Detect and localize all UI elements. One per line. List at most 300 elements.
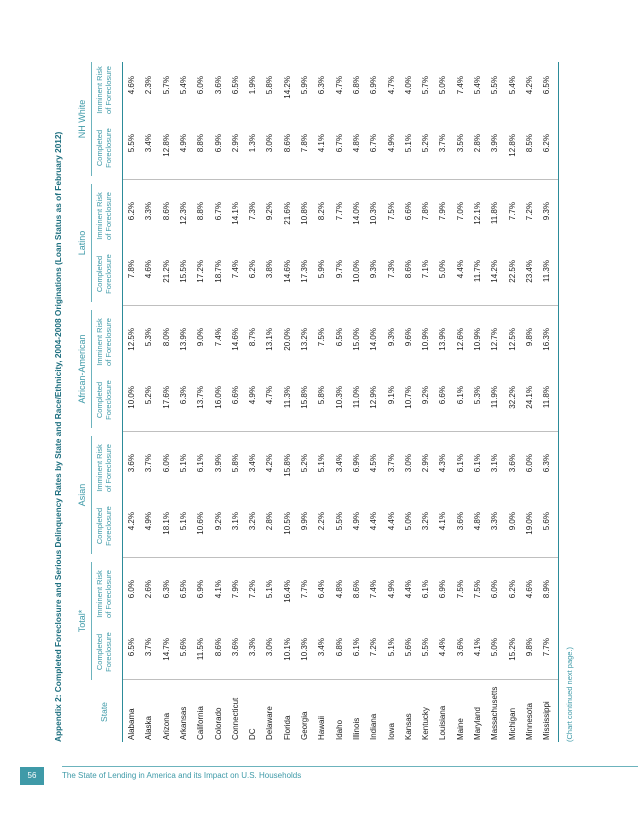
state-name: Alabama — [127, 708, 136, 740]
rate-cell: 4.4% — [369, 512, 379, 531]
rate-cell: 3.4% — [317, 638, 327, 657]
rate-cell: 7.2% — [369, 638, 379, 657]
rate-cell: 9.7% — [334, 260, 344, 279]
table-row — [367, 62, 381, 742]
rate-cell: 6.1% — [455, 386, 465, 405]
rate-cell: 18.1% — [161, 512, 171, 535]
rate-cell: 14.0% — [369, 328, 379, 351]
state-name: DC — [248, 728, 258, 740]
rate-cell: 4.1% — [473, 638, 482, 657]
rate-cell: 6.6% — [438, 386, 448, 405]
rate-cell: 5.6% — [542, 512, 552, 531]
rate-cell: 19.0% — [524, 512, 534, 535]
subheader-completed: Completed Foreclosure — [95, 506, 113, 546]
table-row — [177, 62, 191, 742]
rate-cell: 9.0% — [507, 512, 517, 531]
rate-cell: 4.8% — [351, 134, 361, 153]
state-name: Arizona — [161, 712, 171, 740]
rate-cell: 4.5% — [369, 454, 379, 473]
rate-cell: 10.8% — [300, 202, 309, 225]
rate-cell: 7.1% — [421, 260, 431, 279]
rate-cell: 4.9% — [178, 134, 188, 153]
rate-cell: 11.8% — [542, 386, 552, 409]
rate-cell: 23.4% — [524, 260, 534, 283]
rate-cell: 6.7% — [369, 134, 379, 153]
table-row — [333, 62, 347, 742]
rate-cell: 5.5% — [334, 512, 344, 531]
rate-cell: 14.2% — [490, 260, 500, 283]
rate-cell: 6.2% — [248, 260, 258, 279]
rate-cell: 10.5% — [282, 512, 292, 535]
rate-cell: 8.5% — [524, 134, 534, 153]
rate-cell: 8.6% — [161, 202, 171, 221]
rate-cell: 20.0% — [282, 328, 292, 351]
rate-cell: 4.4% — [403, 580, 413, 599]
state-name: Massachusetts — [490, 686, 500, 740]
rate-cell: 5.8% — [317, 386, 327, 405]
rate-cell: 8.6% — [403, 260, 413, 279]
subheader-imminent: Imminent Risk of Foreclosure — [95, 192, 113, 240]
rate-cell: 5.6% — [178, 638, 188, 657]
rate-cell: 3.8% — [265, 260, 275, 279]
rate-cell: 6.5% — [230, 76, 240, 95]
rate-cell: 6.0% — [524, 454, 534, 473]
rate-cell: 9.8% — [524, 638, 534, 657]
rate-cell: 3.6% — [455, 512, 465, 531]
rate-cell: 7.8% — [300, 134, 309, 153]
rate-cell: 7.5% — [317, 328, 327, 347]
rate-cell: 8.8% — [196, 202, 206, 221]
rate-cell: 2.8% — [265, 512, 275, 531]
table-row — [229, 62, 243, 742]
rate-cell: 7.7% — [542, 638, 552, 657]
rate-cell: 4.0% — [403, 76, 413, 95]
rate-cell: 6.9% — [438, 580, 448, 599]
state-name: Kansas — [403, 713, 413, 740]
state-name: Mississippi — [542, 701, 552, 740]
rate-cell: 3.6% — [213, 76, 223, 95]
rate-cell: 7.7% — [334, 202, 344, 221]
rate-cell: 6.7% — [213, 202, 223, 221]
state-name: Maryland — [473, 707, 482, 740]
rate-cell: 6.8% — [351, 76, 361, 95]
rate-cell: 9.0% — [196, 328, 206, 347]
rate-cell: 9.3% — [369, 260, 379, 279]
rate-cell: 3.4% — [334, 454, 344, 473]
rate-cell: 6.1% — [421, 580, 431, 599]
rate-cell: 10.0% — [127, 386, 136, 409]
rate-cell: 7.0% — [455, 202, 465, 221]
rate-cell: 3.4% — [144, 134, 154, 153]
rate-cell: 12.3% — [178, 202, 188, 225]
rate-cell: 5.7% — [161, 76, 171, 95]
table-row — [160, 62, 174, 742]
rate-cell: 4.9% — [351, 512, 361, 531]
rate-cell: 3.7% — [386, 454, 396, 473]
rate-cell: 5.8% — [265, 76, 275, 95]
table-row — [540, 62, 554, 742]
rate-cell: 2.2% — [317, 512, 327, 531]
footer-title: The State of Lending in America and its Impact on U.S. Households — [62, 771, 302, 780]
state-name: Arkansas — [178, 706, 188, 740]
rate-cell: 7.8% — [127, 260, 136, 279]
rate-cell: 5.2% — [300, 454, 309, 473]
rate-cell: 7.4% — [213, 328, 223, 347]
rate-cell: 3.1% — [230, 512, 240, 531]
rate-cell: 5.2% — [144, 386, 154, 405]
rate-cell: 14.2% — [282, 76, 292, 99]
state-name: California — [196, 706, 206, 740]
rate-cell: 6.4% — [317, 580, 327, 599]
rate-cell: 6.8% — [334, 638, 344, 657]
rate-cell: 4.9% — [386, 580, 396, 599]
rate-cell: 6.3% — [317, 76, 327, 95]
rate-cell: 4.6% — [144, 260, 154, 279]
rate-cell: 16.3% — [542, 328, 552, 351]
rate-cell: 11.7% — [473, 260, 482, 283]
continued-note: (Chart continued next page.) — [565, 646, 574, 742]
rate-cell: 2.9% — [421, 454, 431, 473]
rate-cell: 2.8% — [473, 134, 482, 153]
rate-cell: 6.9% — [351, 454, 361, 473]
rate-cell: 6.2% — [507, 580, 517, 599]
rotated-table-area — [51, 50, 611, 750]
rate-cell: 8.6% — [213, 638, 223, 657]
rate-cell: 6.6% — [230, 386, 240, 405]
rate-cell: 4.6% — [524, 580, 534, 599]
rate-cell: 4.7% — [334, 76, 344, 95]
rate-cell: 6.3% — [542, 454, 552, 473]
rate-cell: 5.5% — [127, 134, 136, 153]
state-name: Minnesota — [524, 703, 534, 740]
rate-cell: 6.9% — [196, 580, 206, 599]
state-name: Hawaii — [317, 715, 327, 740]
rate-cell: 11.9% — [490, 386, 500, 409]
state-name: Louisiana — [438, 705, 448, 740]
rate-cell: 16.4% — [282, 580, 292, 603]
rate-cell: 10.6% — [196, 512, 206, 535]
rate-cell: 4.8% — [473, 512, 482, 531]
rate-cell: 10.7% — [403, 386, 413, 409]
rate-cell: 3.1% — [490, 454, 500, 473]
rate-cell: 4.6% — [127, 76, 136, 95]
rate-cell: 4.4% — [455, 260, 465, 279]
rate-cell: 3.9% — [213, 454, 223, 473]
table-bottom-rule — [558, 62, 559, 742]
rate-cell: 5.9% — [317, 260, 327, 279]
rate-cell: 5.1% — [178, 512, 188, 531]
table-row — [471, 62, 485, 742]
rate-cell: 5.6% — [403, 638, 413, 657]
rate-cell: 11.0% — [351, 386, 361, 409]
rate-cell: 4.9% — [144, 512, 154, 531]
subheader-completed: Completed Foreclosure — [95, 128, 113, 168]
rate-cell: 14.7% — [161, 638, 171, 661]
rate-cell: 7.3% — [248, 202, 258, 221]
rate-cell: 3.3% — [490, 512, 500, 531]
rate-cell: 9.9% — [300, 512, 309, 531]
table-row — [263, 62, 277, 742]
rate-cell: 5.1% — [386, 638, 396, 657]
rate-cell: 4.1% — [213, 580, 223, 599]
rate-cell: 8.2% — [317, 202, 327, 221]
rate-cell: 7.7% — [300, 580, 309, 599]
rate-cell: 4.9% — [386, 134, 396, 153]
rate-cell: 13.9% — [178, 328, 188, 351]
state-name: Colorado — [213, 707, 223, 740]
rate-cell: 9.8% — [524, 328, 534, 347]
rate-cell: 10.0% — [351, 260, 361, 283]
rate-cell: 8.8% — [196, 134, 206, 153]
state-name: Indiana — [369, 713, 379, 740]
table-row — [246, 62, 260, 742]
table-row — [385, 62, 399, 742]
rate-cell: 7.9% — [438, 202, 448, 221]
subheader-completed: Completed Foreclosure — [95, 380, 113, 420]
rate-cell: 5.1% — [265, 580, 275, 599]
rate-cell: 9.3% — [386, 328, 396, 347]
rate-cell: 24.1% — [524, 386, 534, 409]
subheader-imminent: Imminent Risk of Foreclosure — [95, 318, 113, 366]
rate-cell: 11.8% — [490, 202, 500, 225]
rate-cell: 7.3% — [386, 260, 396, 279]
table-row — [298, 62, 312, 742]
rate-cell: 21.6% — [282, 202, 292, 225]
table-row — [488, 62, 502, 742]
rate-cell: 5.2% — [421, 134, 431, 153]
rate-cell: 8.6% — [282, 134, 292, 153]
rate-cell: 7.7% — [507, 202, 517, 221]
table-row — [212, 62, 226, 742]
table-row — [506, 62, 520, 742]
rate-cell: 15.2% — [507, 638, 517, 661]
rate-cell: 3.2% — [421, 512, 431, 531]
rate-cell: 13.9% — [438, 328, 448, 351]
rate-cell: 5.3% — [144, 328, 154, 347]
rate-cell: 7.4% — [230, 260, 240, 279]
rate-cell: 6.1% — [473, 454, 482, 473]
rate-cell: 6.3% — [161, 580, 171, 599]
table-row — [350, 62, 364, 742]
rate-cell: 10.9% — [473, 328, 482, 351]
subheader-imminent: Imminent Risk of Foreclosure — [95, 570, 113, 618]
rate-cell: 11.3% — [282, 386, 292, 409]
state-name: Iowa — [386, 723, 396, 740]
rate-cell: 3.6% — [127, 454, 136, 473]
rate-cell: 10.3% — [300, 638, 309, 661]
rate-cell: 6.2% — [127, 202, 136, 221]
rate-cell: 3.0% — [265, 134, 275, 153]
rate-cell: 21.2% — [161, 260, 171, 283]
rate-cell: 4.8% — [334, 580, 344, 599]
rate-cell: 4.4% — [438, 638, 448, 657]
rate-cell: 10.3% — [369, 202, 379, 225]
rate-cell: 4.2% — [524, 76, 534, 95]
rate-cell: 10.1% — [282, 638, 292, 661]
rate-cell: 6.9% — [369, 76, 379, 95]
rate-cell: 15.8% — [282, 454, 292, 477]
rate-cell: 3.0% — [403, 454, 413, 473]
rate-cell: 6.2% — [542, 134, 552, 153]
rate-cell: 3.0% — [265, 638, 275, 657]
rate-cell: 5.1% — [403, 134, 413, 153]
table-row — [281, 62, 295, 742]
state-name: Maine — [455, 718, 465, 740]
rate-cell: 14.0% — [351, 202, 361, 225]
state-name: Delaware — [265, 706, 275, 740]
rate-cell: 12.9% — [369, 386, 379, 409]
rate-cell: 18.7% — [213, 260, 223, 283]
rate-cell: 4.7% — [265, 386, 275, 405]
rate-cell: 15.8% — [300, 386, 309, 409]
state-name: Kentucky — [421, 707, 431, 740]
rate-cell: 2.9% — [230, 134, 240, 153]
rate-cell: 3.4% — [248, 454, 258, 473]
rate-cell: 5.4% — [473, 76, 482, 95]
rate-cell: 3.9% — [490, 134, 500, 153]
rate-cell: 3.3% — [144, 202, 154, 221]
rate-cell: 3.5% — [455, 134, 465, 153]
rate-cell: 13.2% — [300, 328, 309, 351]
state-name: Connecticut — [230, 697, 240, 740]
rate-cell: 15.0% — [351, 328, 361, 351]
rate-cell: 8.9% — [542, 580, 552, 599]
rate-cell: 14.6% — [282, 260, 292, 283]
rate-cell: 5.0% — [490, 638, 500, 657]
rate-cell: 1.9% — [248, 76, 258, 95]
table-row — [194, 62, 208, 742]
state-name: Georgia — [300, 711, 309, 740]
rate-cell: 5.5% — [421, 638, 431, 657]
rate-cell: 7.4% — [455, 76, 465, 95]
rate-cell: 12.7% — [490, 328, 500, 351]
rate-cell: 7.8% — [421, 202, 431, 221]
rate-cell: 12.8% — [507, 134, 517, 157]
rate-cell: 6.5% — [334, 328, 344, 347]
rate-cell: 7.4% — [369, 580, 379, 599]
rate-cell: 10.9% — [421, 328, 431, 351]
state-name: Alaska — [144, 715, 154, 740]
page-number: 56 — [20, 767, 44, 785]
rate-cell: 5.8% — [230, 454, 240, 473]
rate-cell: 6.5% — [542, 76, 552, 95]
rate-cell: 12.6% — [455, 328, 465, 351]
rate-cell: 4.1% — [438, 512, 448, 531]
subheader-imminent: Imminent Risk of Foreclosure — [95, 66, 113, 114]
rate-cell: 15.5% — [178, 260, 188, 283]
rate-cell: 4.9% — [248, 386, 258, 405]
rate-cell: 7.5% — [473, 580, 482, 599]
rate-cell: 17.3% — [300, 260, 309, 283]
rate-cell: 12.1% — [473, 202, 482, 225]
table-row — [125, 62, 139, 742]
rate-cell: 5.0% — [403, 512, 413, 531]
rate-cell: 3.7% — [438, 134, 448, 153]
rate-cell: 6.3% — [178, 386, 188, 405]
rate-cell: 7.5% — [386, 202, 396, 221]
rate-cell: 3.7% — [144, 638, 154, 657]
subheader-completed: Completed Foreclosure — [95, 254, 113, 294]
rate-cell: 6.0% — [196, 76, 206, 95]
rate-cell: 3.6% — [455, 638, 465, 657]
rate-cell: 5.9% — [300, 76, 309, 95]
rate-cell: 6.7% — [334, 134, 344, 153]
rate-cell: 6.1% — [196, 454, 206, 473]
rate-cell: 17.6% — [161, 386, 171, 409]
rate-cell: 9.2% — [265, 202, 275, 221]
group-african-american: African-American — [73, 310, 92, 428]
rate-cell: 3.7% — [144, 454, 154, 473]
rate-cell: 6.1% — [351, 638, 361, 657]
state-name: Illinois — [351, 717, 361, 740]
rate-cell: 32.2% — [507, 386, 517, 409]
table-row — [402, 62, 416, 742]
rate-cell: 2.3% — [144, 76, 154, 95]
rate-cell: 17.2% — [196, 260, 206, 283]
rate-cell: 5.7% — [421, 76, 431, 95]
rate-cell: 4.7% — [386, 76, 396, 95]
rate-cell: 14.6% — [230, 328, 240, 351]
rate-cell: 8.7% — [248, 328, 258, 347]
rate-cell: 11.5% — [196, 638, 206, 661]
rate-cell: 9.2% — [213, 512, 223, 531]
subheader-completed: Completed Foreclosure — [95, 632, 113, 672]
rate-cell: 3.6% — [230, 638, 240, 657]
rate-cell: 9.2% — [421, 386, 431, 405]
group-latino: Latino — [73, 184, 92, 302]
rate-cell: 7.9% — [230, 580, 240, 599]
rate-cell: 4.3% — [438, 454, 448, 473]
rate-cell: 2.6% — [144, 580, 154, 599]
group-total: Total* — [73, 562, 92, 680]
rate-cell: 3.2% — [248, 512, 258, 531]
table-row — [315, 62, 329, 742]
rate-cell: 22.5% — [507, 260, 517, 283]
rate-cell: 5.4% — [507, 76, 517, 95]
rate-cell: 3.3% — [248, 638, 258, 657]
rate-cell: 4.4% — [386, 512, 396, 531]
state-name: Michigan — [507, 707, 517, 740]
group-asian: Asian — [73, 436, 92, 554]
state-name: Florida — [282, 715, 292, 740]
rate-cell: 10.3% — [334, 386, 344, 409]
table-top-rule — [122, 62, 123, 742]
rate-cell: 4.2% — [127, 512, 136, 531]
rate-cell: 5.4% — [178, 76, 188, 95]
rate-cell: 7.2% — [524, 202, 534, 221]
state-name: Idaho — [334, 719, 344, 740]
table-row — [523, 62, 537, 742]
rate-cell: 6.5% — [178, 580, 188, 599]
rate-cell: 5.1% — [317, 454, 327, 473]
appendix-title: Appendix 2: Completed Foreclosure and Serious Delinquency Rates by State and Race/Ethnicity, 2004-2008 Originations (Loan Status as of February 2012) — [53, 131, 63, 742]
rate-cell: 3.6% — [507, 454, 517, 473]
group-nh-white: NH White — [73, 62, 92, 176]
rate-cell: 14.1% — [230, 202, 240, 225]
rate-cell: 5.3% — [473, 386, 482, 405]
rate-cell: 6.5% — [127, 638, 136, 657]
rate-cell: 11.3% — [542, 260, 552, 283]
rate-cell: 8.0% — [161, 328, 171, 347]
rate-cell: 6.0% — [490, 580, 500, 599]
table-row — [142, 62, 156, 742]
rate-cell: 4.1% — [317, 134, 327, 153]
rate-cell: 6.1% — [455, 454, 465, 473]
rate-cell: 5.1% — [178, 454, 188, 473]
rate-cell: 7.5% — [455, 580, 465, 599]
rate-cell: 13.1% — [265, 328, 275, 351]
rate-cell: 6.6% — [403, 202, 413, 221]
